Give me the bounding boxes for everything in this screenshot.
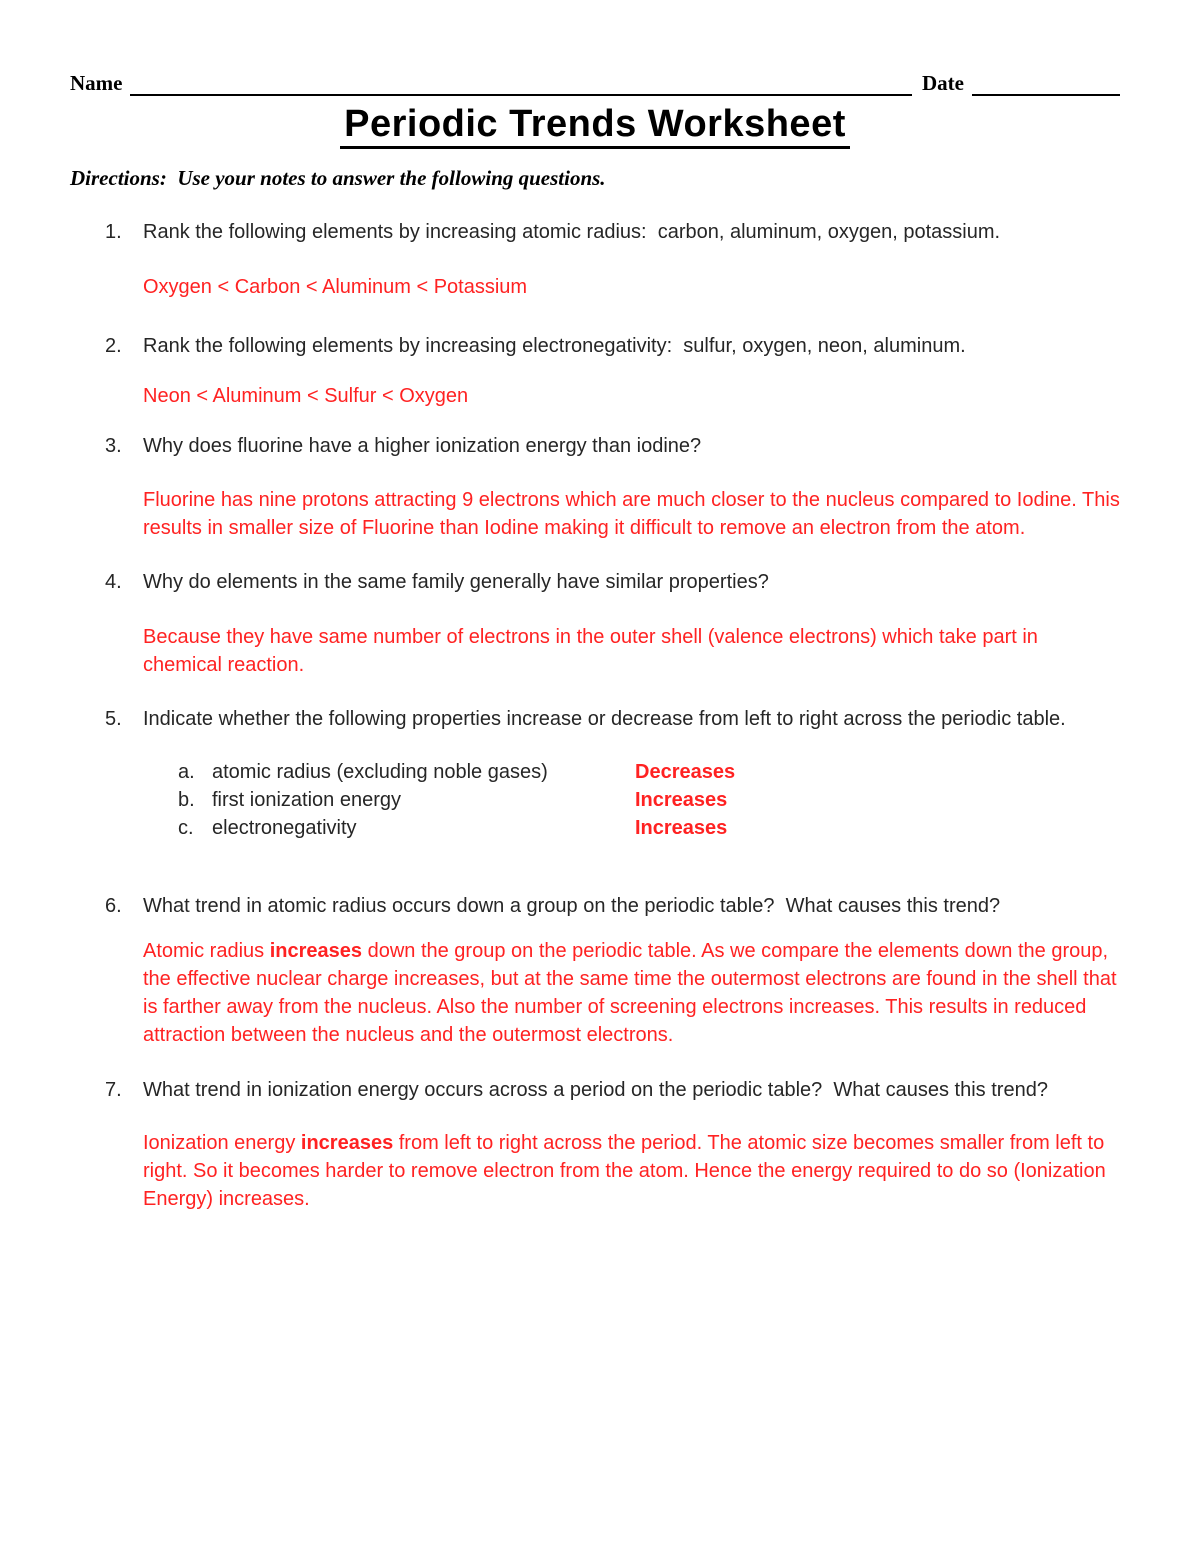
answer-6 (143, 937, 1123, 1049)
question-7 (70, 1076, 1120, 1104)
question-4 (70, 568, 1120, 596)
question-text: Why does fluorine have a higher ionization energy than iodine? (143, 435, 702, 457)
answer-4 (143, 623, 1120, 679)
directions-text: Directions: Use your notes to answer the following questions. (70, 166, 606, 190)
subitem-label: electronegativity (212, 817, 357, 839)
answer-text: down the group on the periodic table. As we compare the elements down the group, the effective nuclear charge increases, but at the same time the outermost electrons are found in the shell that is farther away from the nucleus. Also the number of screening electrons increases. This results in reduced attraction between the nucleus and the outermost electrons. (143, 940, 1123, 1046)
question-block-4 (70, 568, 1120, 679)
question-5-subitems (70, 758, 1120, 842)
question-3 (70, 432, 1120, 460)
question-number: 3. (105, 435, 122, 457)
answer-text: Oxygen < Carbon < Aluminum < Potassium (143, 276, 528, 298)
question-number: 2. (105, 335, 122, 357)
answer-bold-word: increases (300, 1132, 394, 1154)
subitem-letter: c. (178, 817, 194, 839)
question-block-3 (70, 432, 1126, 542)
question-6 (70, 892, 1120, 920)
subitem-label: atomic radius (excluding noble gases) (212, 761, 548, 783)
answer-text: from left to right across the period. The atomic size becomes smaller from left to right. So it becomes harder to remove electron from the atom. Hence the energy required to do so (Ionization Energy) increases. (143, 1132, 1112, 1210)
question-number: 4. (105, 571, 122, 593)
question-block-2 (70, 332, 1120, 410)
question-5 (70, 705, 1120, 733)
name-date-header (70, 66, 1120, 96)
question-text: Rank the following elements by increasing atomic radius: carbon, aluminum, oxygen, potassium. (143, 221, 1001, 243)
answer-bold-word: increases (269, 940, 363, 962)
question-number: 6. (105, 895, 122, 917)
subitem-a (178, 758, 1120, 786)
subitem-answer: Increases (635, 789, 728, 811)
page-title: Periodic Trends Worksheet (340, 103, 850, 149)
subitem-letter: b. (178, 789, 195, 811)
question-2 (70, 332, 1120, 360)
answer-1 (143, 273, 1120, 301)
subitem-answer: Increases (635, 817, 728, 839)
answer-7 (143, 1129, 1120, 1213)
date-label: Date (922, 71, 964, 95)
answer-text: Because they have same number of electrons in the outer shell (valence electrons) which take part in chemical reaction. (143, 626, 1044, 676)
answer-3 (143, 486, 1126, 542)
question-text: Why do elements in the same family generally have similar properties? (143, 571, 769, 593)
title-container (70, 103, 1120, 149)
subitem-c (178, 814, 1120, 842)
answer-text: Atomic radius (143, 940, 270, 962)
answer-text: Ionization energy (143, 1132, 301, 1154)
question-text: Rank the following elements by increasing electronegativity: sulfur, oxygen, neon, aluminum. (143, 335, 966, 357)
name-blank-line (130, 70, 912, 96)
question-block-5 (70, 705, 1120, 842)
name-label: Name (70, 71, 123, 95)
question-number: 5. (105, 708, 122, 730)
question-block-7 (70, 1076, 1120, 1213)
question-block-1 (70, 218, 1120, 301)
answer-text: Fluorine has nine protons attracting 9 electrons which are much closer to the nucleus compared to Iodine. This results in smaller size of Fluorine than Iodine making it difficult to remove an electron from the atom. (143, 489, 1126, 539)
question-block-6 (70, 892, 1123, 1049)
question-text: What trend in ionization energy occurs across a period on the periodic table? What causes this trend? (143, 1079, 1048, 1101)
question-number: 7. (105, 1079, 122, 1101)
answer-2 (143, 382, 1120, 410)
question-text: What trend in atomic radius occurs down a group on the periodic table? What causes this trend? (143, 895, 1001, 917)
date-blank-line (972, 70, 1120, 96)
subitem-label: first ionization energy (212, 789, 401, 811)
subitem-letter: a. (178, 761, 195, 783)
subitem-answer: Decreases (635, 761, 736, 783)
question-1 (70, 218, 1120, 246)
subitem-b (178, 786, 1120, 814)
answer-text: Neon < Aluminum < Sulfur < Oxygen (143, 385, 469, 407)
question-text: Indicate whether the following properties increase or decrease from left to right across the periodic table. (143, 708, 1066, 730)
question-number: 1. (105, 221, 122, 243)
